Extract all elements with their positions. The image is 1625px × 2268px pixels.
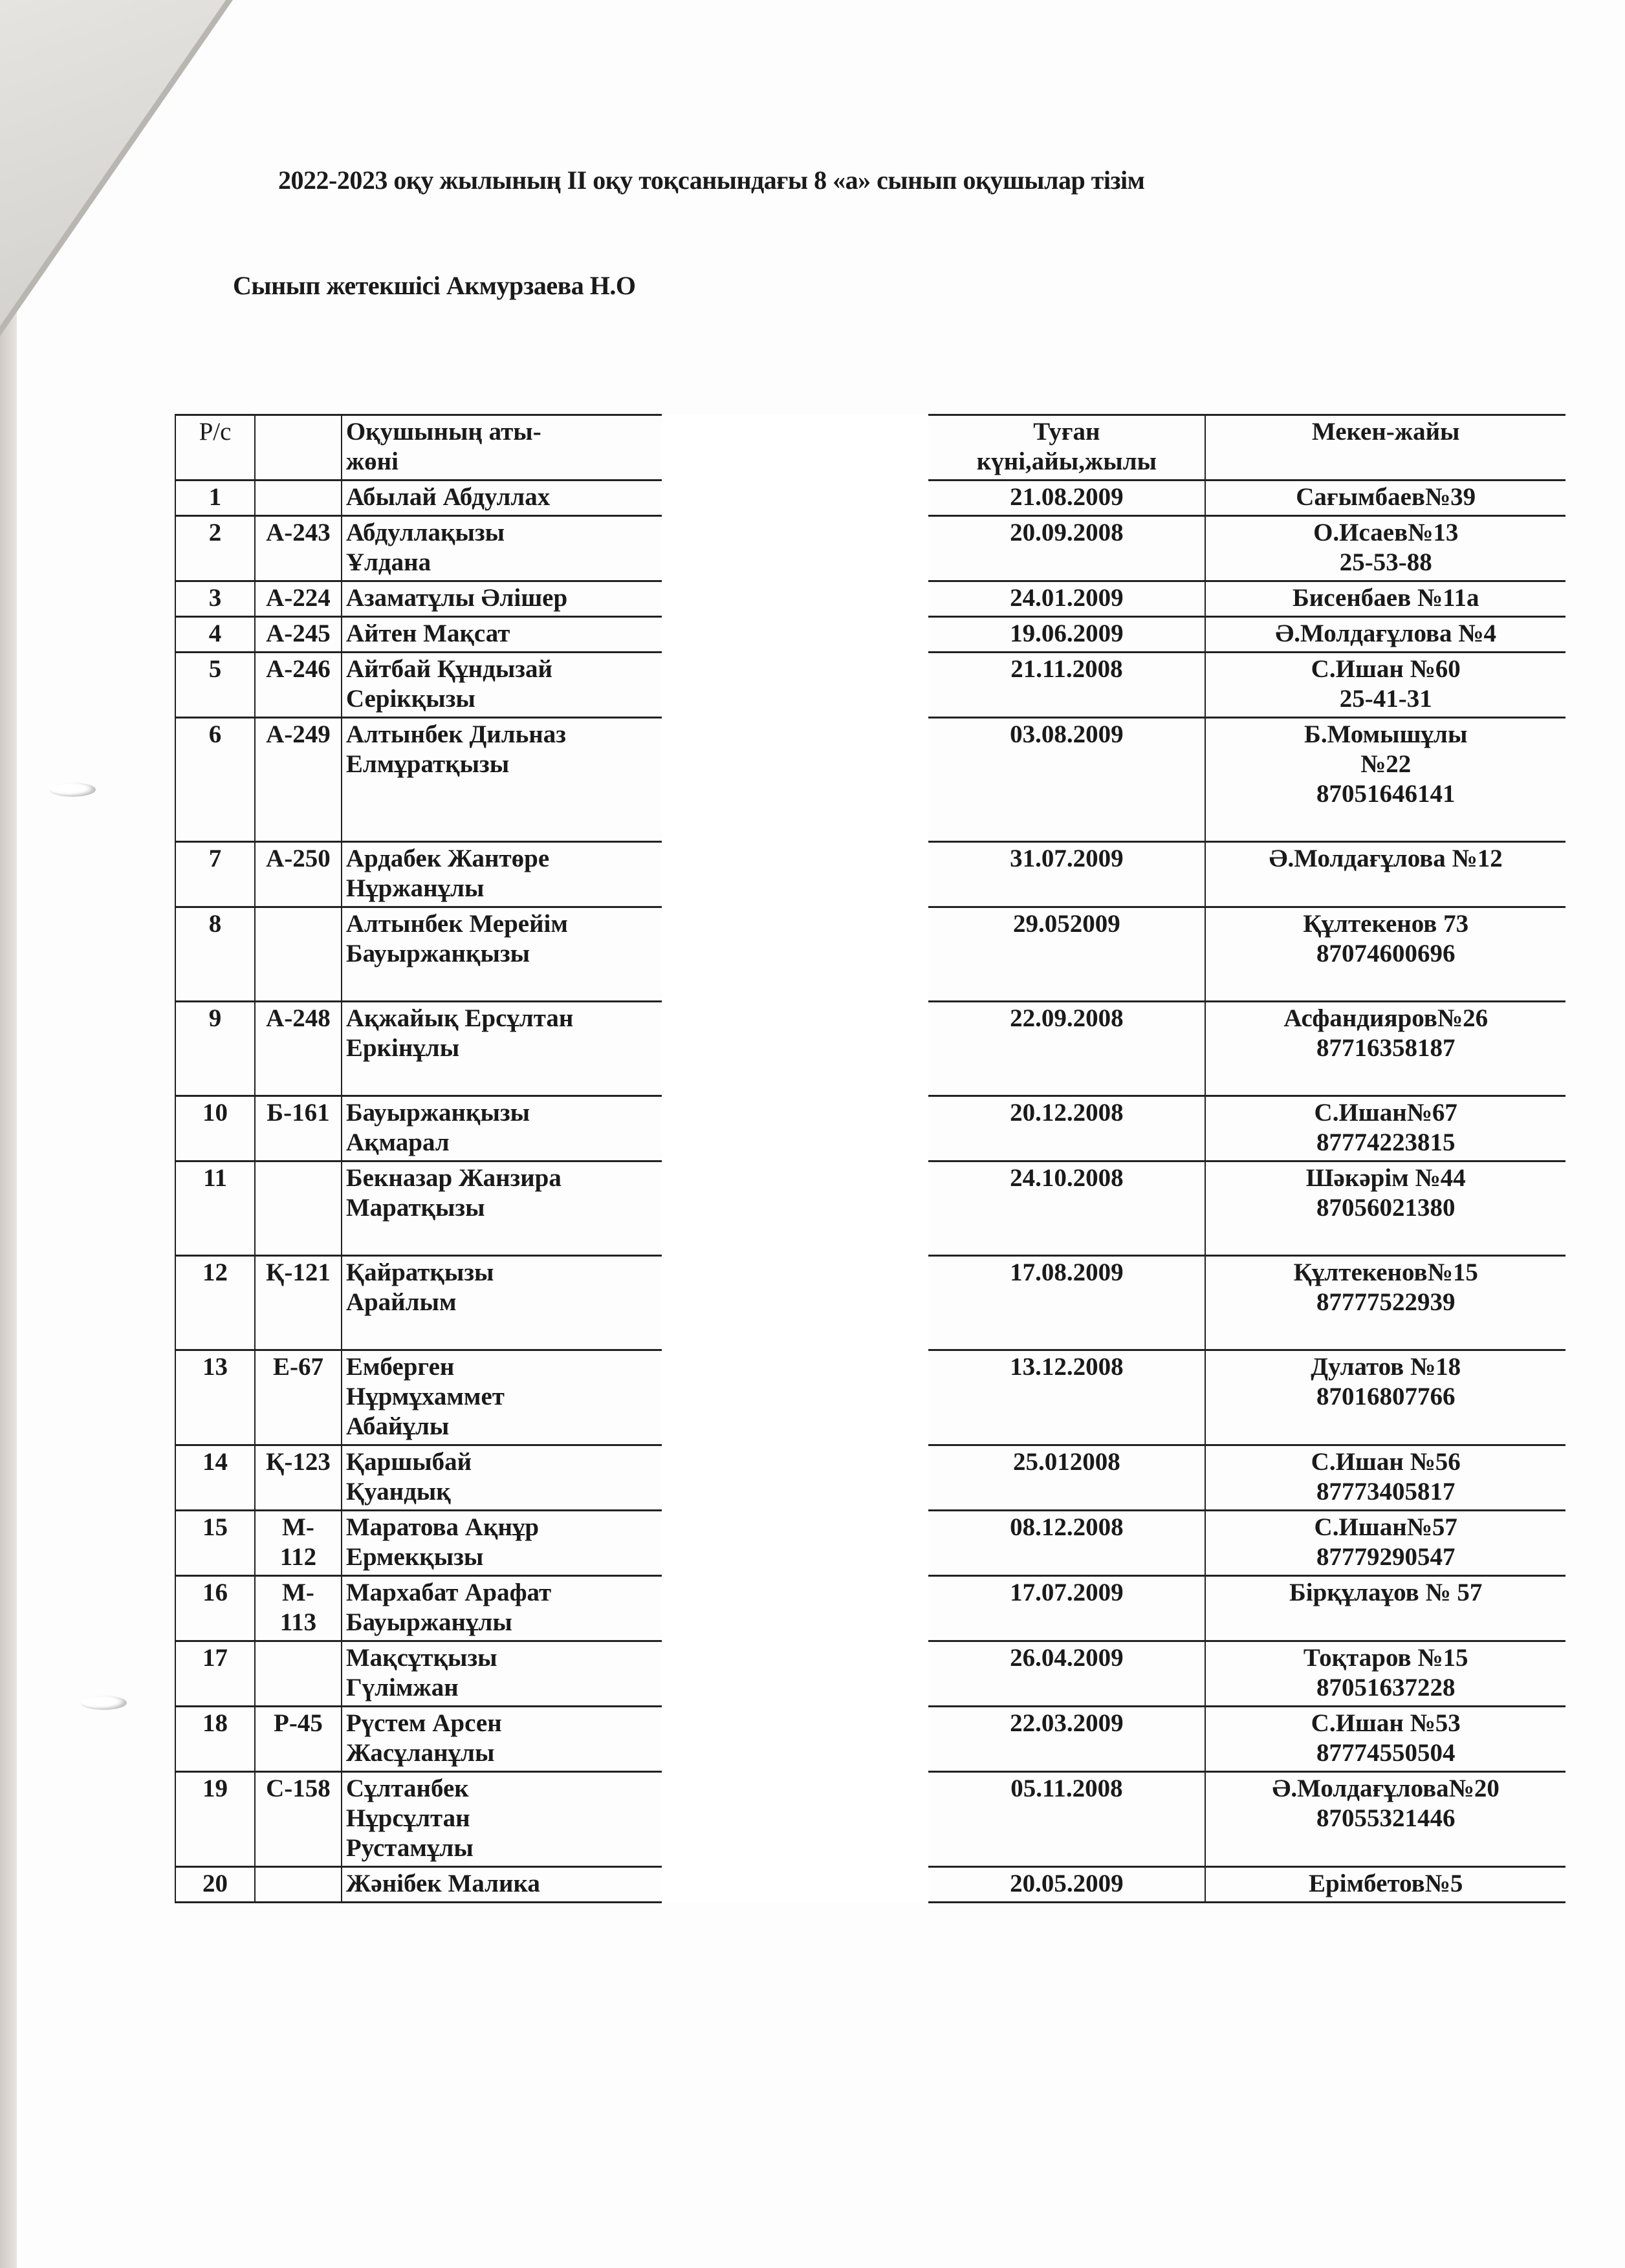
row-number: 8 <box>175 907 255 1002</box>
student-name-line: Жасұланұлы <box>345 1739 495 1767</box>
address-line: 87774223815 <box>1316 1129 1456 1157</box>
student-name-line: Қаршыбай <box>345 1448 472 1476</box>
student-name <box>342 1161 662 1256</box>
student-code-line: Р-45 <box>274 1709 323 1738</box>
row-number: 12 <box>175 1256 255 1350</box>
address-line: 87051646141 <box>1316 780 1456 808</box>
row-number: 15 <box>175 1511 255 1576</box>
student-code <box>255 581 342 617</box>
address-line: 87055321446 <box>1316 1804 1456 1833</box>
address <box>1205 1707 1565 1772</box>
blank-strip <box>662 1002 928 1096</box>
student-code <box>255 516 342 581</box>
student-code <box>255 1445 342 1511</box>
address <box>1205 1576 1565 1641</box>
address-line: Дулатов №18 <box>1311 1353 1461 1381</box>
student-code-line: А-246 <box>266 655 331 684</box>
header-address-line: Мекен-жайы <box>1311 418 1460 446</box>
student-code <box>255 1161 342 1256</box>
table-row <box>175 1707 1565 1772</box>
student-code-line: Қ-121 <box>266 1258 331 1287</box>
address-line: 25-53-88 <box>1339 548 1432 577</box>
birth-date: 26.04.2009 <box>928 1641 1205 1707</box>
address <box>1205 1445 1565 1511</box>
table-row <box>175 718 1565 842</box>
student-name-line: Ақмарал <box>345 1129 450 1157</box>
table-row <box>175 581 1565 617</box>
header-student-name-line: Оқушының аты- <box>345 418 541 446</box>
address-line: №22 <box>1360 750 1412 779</box>
header-number: Р/с <box>175 415 255 481</box>
student-code <box>255 481 342 516</box>
table-row <box>175 516 1565 581</box>
address-line: Құлтекенов№15 <box>1293 1258 1478 1287</box>
address-line: Сағымбаев№39 <box>1296 483 1476 512</box>
birth-date: 24.10.2008 <box>928 1161 1205 1256</box>
blank-strip <box>662 1445 928 1511</box>
student-name-line: Қайратқызы <box>345 1258 494 1287</box>
row-number: 2 <box>175 516 255 581</box>
student-name <box>342 617 662 653</box>
address-line: Тоқтаров №15 <box>1303 1644 1468 1672</box>
row-number: 10 <box>175 1096 255 1161</box>
blank-strip <box>662 415 928 481</box>
student-name <box>342 481 662 516</box>
student-name-line: Абайұлы <box>345 1412 450 1441</box>
hole-punch-mark <box>80 1696 127 1710</box>
birth-date: 21.11.2008 <box>928 653 1205 718</box>
table-row <box>175 907 1565 1002</box>
student-code <box>255 842 342 907</box>
row-number: 11 <box>175 1161 255 1256</box>
address-line: 25-41-31 <box>1339 685 1432 713</box>
address-line: С.Ишан №53 <box>1311 1709 1461 1738</box>
student-name <box>342 1707 662 1772</box>
student-code <box>255 617 342 653</box>
address <box>1205 617 1565 653</box>
student-name <box>342 1256 662 1350</box>
row-number: 19 <box>175 1772 255 1867</box>
student-code <box>255 1511 342 1576</box>
scanner-edge-shadow <box>0 0 17 2268</box>
student-name-line: Ардабек Жантөре <box>345 845 550 873</box>
blank-strip <box>662 1161 928 1256</box>
address <box>1205 1350 1565 1445</box>
student-code <box>255 1350 342 1445</box>
birth-date: 17.08.2009 <box>928 1256 1205 1350</box>
blank-strip <box>662 842 928 907</box>
student-name-line: Абылай Абдуллах <box>345 483 551 512</box>
address-line: 87774550504 <box>1316 1739 1456 1767</box>
row-number: 1 <box>175 481 255 516</box>
address-line: С.Ишан №60 <box>1311 655 1461 684</box>
birth-date: 19.06.2009 <box>928 617 1205 653</box>
header-birth-date-line: күні,айы,жылы <box>976 448 1157 476</box>
student-name-line: Нұржанұлы <box>345 874 485 903</box>
blank-strip <box>662 1576 928 1641</box>
student-name-line: Сұлтанбек <box>345 1775 469 1803</box>
student-name-line: Маратқызы <box>345 1194 485 1222</box>
blank-strip <box>662 1641 928 1707</box>
blank-strip <box>662 1511 928 1576</box>
header-student-name-line: жөні <box>345 448 398 476</box>
birth-date: 20.12.2008 <box>928 1096 1205 1161</box>
address <box>1205 907 1565 1002</box>
address-line: 87779290547 <box>1316 1543 1456 1571</box>
table-row <box>175 481 1565 516</box>
student-name-line: Ұлдана <box>345 548 431 577</box>
student-code <box>255 1641 342 1707</box>
table-header-row <box>175 415 1565 481</box>
student-code <box>255 653 342 718</box>
address <box>1205 1641 1565 1707</box>
blank-strip <box>662 481 928 516</box>
birth-date: 22.09.2008 <box>928 1002 1205 1096</box>
student-name-line: Арайлым <box>345 1288 457 1317</box>
address-line: 87777522939 <box>1316 1288 1456 1317</box>
class-teacher-line: Сынып жетекшісі Акмурзаева Н.О <box>233 271 636 300</box>
student-code-line: Б-161 <box>267 1099 330 1127</box>
table-row <box>175 1641 1565 1707</box>
birth-date: 31.07.2009 <box>928 842 1205 907</box>
row-number: 5 <box>175 653 255 718</box>
student-code <box>255 1772 342 1867</box>
student-code <box>255 1096 342 1161</box>
student-name-line: Маратова Ақнұр <box>345 1513 540 1542</box>
student-name-line: Айтен Мақсат <box>345 620 510 648</box>
row-number: 9 <box>175 1002 255 1096</box>
student-name-line: Бекназар Жанзира <box>345 1164 562 1193</box>
student-code-line: А-249 <box>266 720 331 749</box>
student-code-line: 113 <box>279 1608 317 1637</box>
header-code <box>255 415 342 481</box>
student-name-line: Жәнібек Малика <box>345 1870 540 1898</box>
student-name-line: Азаматұлы Әлішер <box>345 584 568 612</box>
address-line: Асфандияров№26 <box>1283 1004 1489 1033</box>
student-name <box>342 653 662 718</box>
header-address <box>1205 415 1565 481</box>
address <box>1205 1772 1565 1867</box>
student-code <box>255 907 342 1002</box>
student-code <box>255 1002 342 1096</box>
address-line: Ә.Молдағұлова№20 <box>1272 1775 1500 1803</box>
address <box>1205 1002 1565 1096</box>
student-code-line: А-250 <box>266 845 331 873</box>
blank-strip <box>662 617 928 653</box>
birth-date: 21.08.2009 <box>928 481 1205 516</box>
student-list-table <box>175 414 1565 1903</box>
address-line: Ә.Молдағұлова №4 <box>1275 620 1496 648</box>
address-line: 87773405817 <box>1316 1478 1456 1506</box>
blank-strip <box>662 1350 928 1445</box>
birth-date: 20.09.2008 <box>928 516 1205 581</box>
row-number: 20 <box>175 1867 255 1903</box>
student-name-line: Бауыржанқызы <box>345 1099 530 1127</box>
student-name-line: Гүлімжан <box>345 1674 459 1702</box>
student-name <box>342 842 662 907</box>
address-line: 87074600696 <box>1316 940 1456 968</box>
birth-date: 20.05.2009 <box>928 1867 1205 1903</box>
address <box>1205 1256 1565 1350</box>
table-row <box>175 617 1565 653</box>
table-row <box>175 842 1565 907</box>
student-name-line: Серікқызы <box>345 685 475 713</box>
address-line: С.Ишан №56 <box>1311 1448 1461 1476</box>
student-code-line: 112 <box>279 1543 317 1571</box>
blank-strip <box>662 1707 928 1772</box>
student-code-line: Е-67 <box>272 1353 323 1381</box>
row-number: 6 <box>175 718 255 842</box>
student-code-line: С-158 <box>266 1775 331 1803</box>
student-name-line: Абдуллақызы <box>345 519 505 547</box>
address <box>1205 842 1565 907</box>
address-line: 87016807766 <box>1316 1383 1456 1411</box>
folded-corner <box>0 0 233 336</box>
blank-strip <box>662 1867 928 1903</box>
student-code <box>255 718 342 842</box>
row-number: 13 <box>175 1350 255 1445</box>
student-code <box>255 1256 342 1350</box>
student-name-line: Мақсұтқызы <box>345 1644 497 1672</box>
table-row <box>175 1002 1565 1096</box>
address <box>1205 516 1565 581</box>
row-number: 17 <box>175 1641 255 1707</box>
student-name <box>342 1096 662 1161</box>
student-name-line: Бауыржанұлы <box>345 1608 512 1637</box>
student-code-line: М- <box>282 1579 314 1607</box>
student-code-line: Қ-123 <box>266 1448 331 1476</box>
address <box>1205 718 1565 842</box>
student-name-line: Айтбай Құндызай <box>345 655 552 684</box>
table-row <box>175 1511 1565 1576</box>
student-name-line: Мархабат Арафат <box>345 1579 552 1607</box>
header-birth-date <box>928 415 1205 481</box>
table-row <box>175 1867 1565 1903</box>
student-code-line: М- <box>282 1513 314 1542</box>
address <box>1205 1511 1565 1576</box>
hole-punch-mark <box>49 783 96 797</box>
table-row <box>175 1161 1565 1256</box>
row-number: 4 <box>175 617 255 653</box>
address-line: Ерімбетов№5 <box>1309 1870 1463 1898</box>
student-code <box>255 1576 342 1641</box>
address <box>1205 481 1565 516</box>
student-name <box>342 1445 662 1511</box>
student-name-line: Алтынбек Дильназ <box>345 720 566 749</box>
address <box>1205 1867 1565 1903</box>
student-name-line: Бауыржанқызы <box>345 940 530 968</box>
birth-date: 25.012008 <box>928 1445 1205 1511</box>
student-name-line: Рүстем Арсен <box>345 1709 502 1738</box>
blank-strip <box>662 907 928 1002</box>
address-line: О.Исаев№13 <box>1313 519 1459 547</box>
birth-date: 08.12.2008 <box>928 1511 1205 1576</box>
birth-date: 24.01.2009 <box>928 581 1205 617</box>
address-line: Бірқұлаұов № 57 <box>1289 1579 1483 1607</box>
table-row <box>175 1096 1565 1161</box>
blank-strip <box>662 1772 928 1867</box>
student-name <box>342 581 662 617</box>
student-name-line: Еркінұлы <box>345 1034 460 1063</box>
blank-strip <box>662 653 928 718</box>
address-line: Ә.Молдағұлова №12 <box>1269 845 1503 873</box>
address-line: С.Ишан№67 <box>1314 1099 1457 1127</box>
student-name-line: Емберген <box>345 1353 455 1381</box>
student-name-line: Елмұратқызы <box>345 750 510 779</box>
student-name <box>342 1002 662 1096</box>
document-title: 2022-2023 оқу жылының II оқу тоқсанындағы 8 «а» сынып оқушылар тізім <box>278 166 1145 195</box>
student-name-line: Нұрмұхаммет <box>345 1383 505 1411</box>
row-number: 3 <box>175 581 255 617</box>
student-name <box>342 1641 662 1707</box>
table-row <box>175 1350 1565 1445</box>
birth-date: 05.11.2008 <box>928 1772 1205 1867</box>
address-line: Бисенбаев №11а <box>1292 584 1479 612</box>
address-line: Шәкәрім №44 <box>1305 1164 1466 1193</box>
student-name <box>342 516 662 581</box>
blank-strip <box>662 1256 928 1350</box>
birth-date: 29.052009 <box>928 907 1205 1002</box>
blank-strip <box>662 1096 928 1161</box>
student-name <box>342 1576 662 1641</box>
table-row <box>175 1256 1565 1350</box>
student-name-line: Ермекқызы <box>345 1543 484 1571</box>
student-name <box>342 1511 662 1576</box>
address-line: Құлтекенов 73 <box>1303 910 1469 938</box>
table-row <box>175 1445 1565 1511</box>
student-code-line: А-224 <box>266 584 331 612</box>
student-code <box>255 1867 342 1903</box>
birth-date: 03.08.2009 <box>928 718 1205 842</box>
header-birth-date-line: Туған <box>1033 418 1100 446</box>
student-name-line: Нұрсұлтан <box>345 1804 470 1833</box>
address <box>1205 1096 1565 1161</box>
blank-strip <box>662 516 928 581</box>
birth-date: 17.07.2009 <box>928 1576 1205 1641</box>
student-code-line: А-245 <box>266 620 331 648</box>
row-number: 7 <box>175 842 255 907</box>
table-row <box>175 1772 1565 1867</box>
address <box>1205 581 1565 617</box>
student-name <box>342 718 662 842</box>
student-code <box>255 1707 342 1772</box>
student-name-line: Қуандық <box>345 1478 451 1506</box>
row-number: 16 <box>175 1576 255 1641</box>
address <box>1205 1161 1565 1256</box>
address-line: С.Ишан№57 <box>1314 1513 1457 1542</box>
address <box>1205 653 1565 718</box>
header-student-name <box>342 415 662 481</box>
row-number: 14 <box>175 1445 255 1511</box>
student-name-line: Рустамұлы <box>345 1834 474 1863</box>
student-name <box>342 1772 662 1867</box>
student-name <box>342 1350 662 1445</box>
student-name <box>342 907 662 1002</box>
birth-date: 13.12.2008 <box>928 1350 1205 1445</box>
table-row <box>175 653 1565 718</box>
table-row <box>175 1576 1565 1641</box>
address-line: 87716358187 <box>1316 1034 1456 1063</box>
blank-strip <box>662 718 928 842</box>
student-code-line: А-243 <box>266 519 331 547</box>
row-number: 18 <box>175 1707 255 1772</box>
address-line: 87056021380 <box>1316 1194 1456 1222</box>
student-code-line: А-248 <box>266 1004 331 1033</box>
birth-date: 22.03.2009 <box>928 1707 1205 1772</box>
student-name <box>342 1867 662 1903</box>
address-line: 87051637228 <box>1316 1674 1456 1702</box>
student-name-line: Алтынбек Мерейім <box>345 910 568 938</box>
address-line: Б.Момышұлы <box>1304 720 1468 749</box>
student-name-line: Ақжайық Ерсұлтан <box>345 1004 574 1033</box>
blank-strip <box>662 581 928 617</box>
